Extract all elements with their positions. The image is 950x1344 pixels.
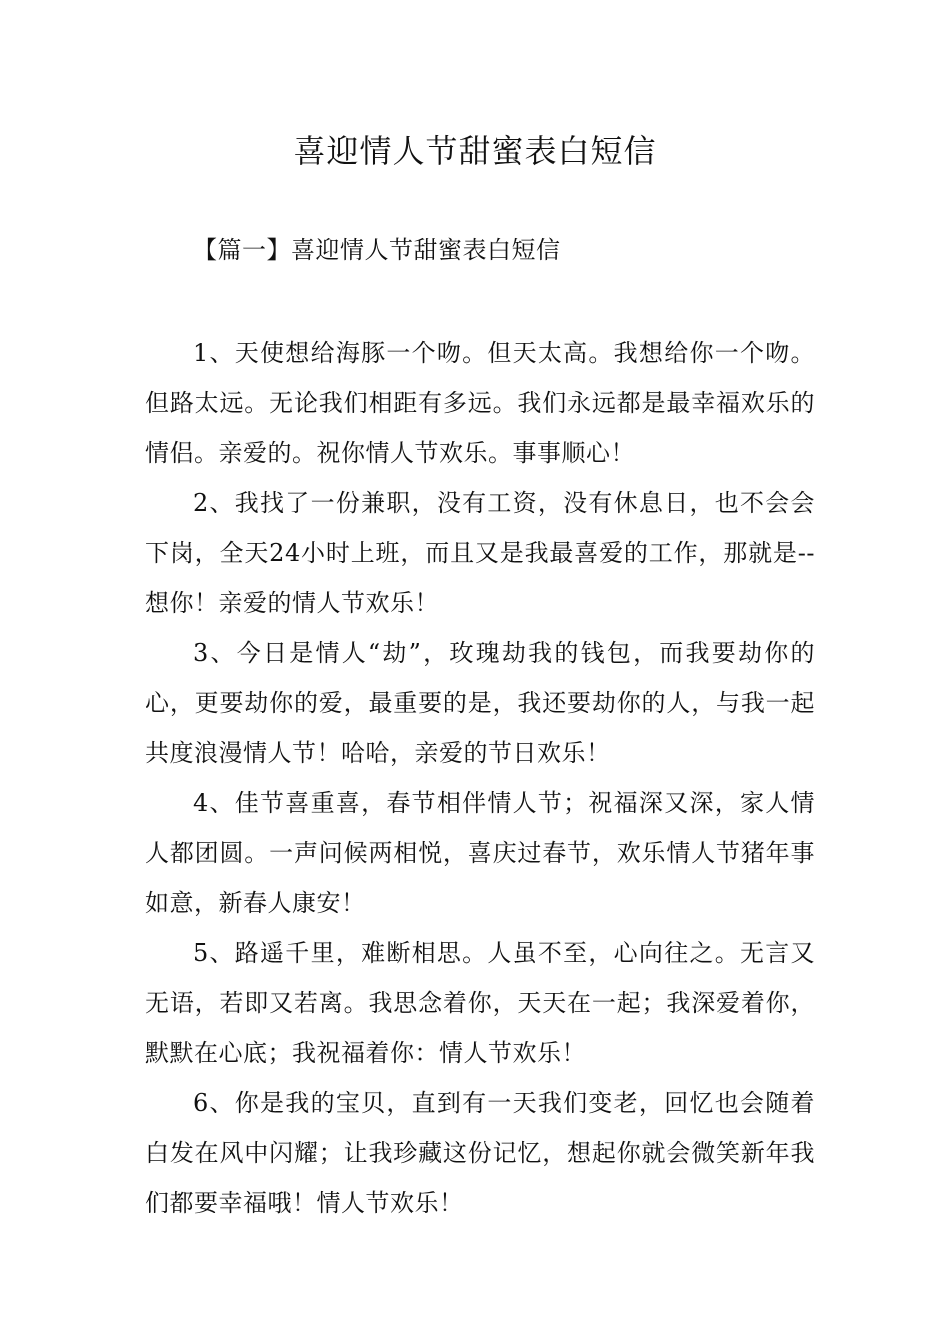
document-title: 喜迎情人节甜蜜表白短信 <box>293 132 657 170</box>
paragraph-2: 2、我找了一份兼职，没有工资，没有休息日，也不会会下岗，全天24小时上班，而且又是我最喜爱的工作，那就是--想你！亲爱的情人节欢乐！ <box>145 489 815 617</box>
paragraph-4: 4、佳节喜重喜，春节相伴情人节；祝福深又深，家人情人都团圆。一声问候两相悦，喜庆过春节，欢乐情人节猪年事如意，新春人康安！ <box>145 789 815 917</box>
paragraph-5: 5、路遥千里，难断相思。人虽不至，心向往之。无言又无语，若即又若离。我思念着你，天天在一起；我深爱着你，默默在心底；我祝福着你：情人节欢乐！ <box>145 939 815 1067</box>
paragraph-6: 6、你是我的宝贝，直到有一天我们变老，回忆也会随着白发在风中闪耀；让我珍藏这份记忆，想起你就会微笑新年我们都要幸福哦！情人节欢乐！ <box>145 1089 815 1217</box>
document-body <box>145 328 815 1228</box>
paragraph-1: 1、天使想给海豚一个吻。但天太高。我想给你一个吻。但路太远。无论我们相距有多远。我们永远都是最幸福欢乐的情侣。亲爱的。祝你情人节欢乐。事事顺心！ <box>145 339 815 467</box>
paragraph-3: 3、今日是情人“劫”，玫瑰劫我的钱包，而我要劫你的心，更要劫你的爱，最重要的是，我还要劫你的人，与我一起共度浪漫情人节！哈哈，亲爱的节日欢乐！ <box>145 639 815 767</box>
section-heading: 【篇一】喜迎情人节甜蜜表白短信 <box>193 236 561 264</box>
